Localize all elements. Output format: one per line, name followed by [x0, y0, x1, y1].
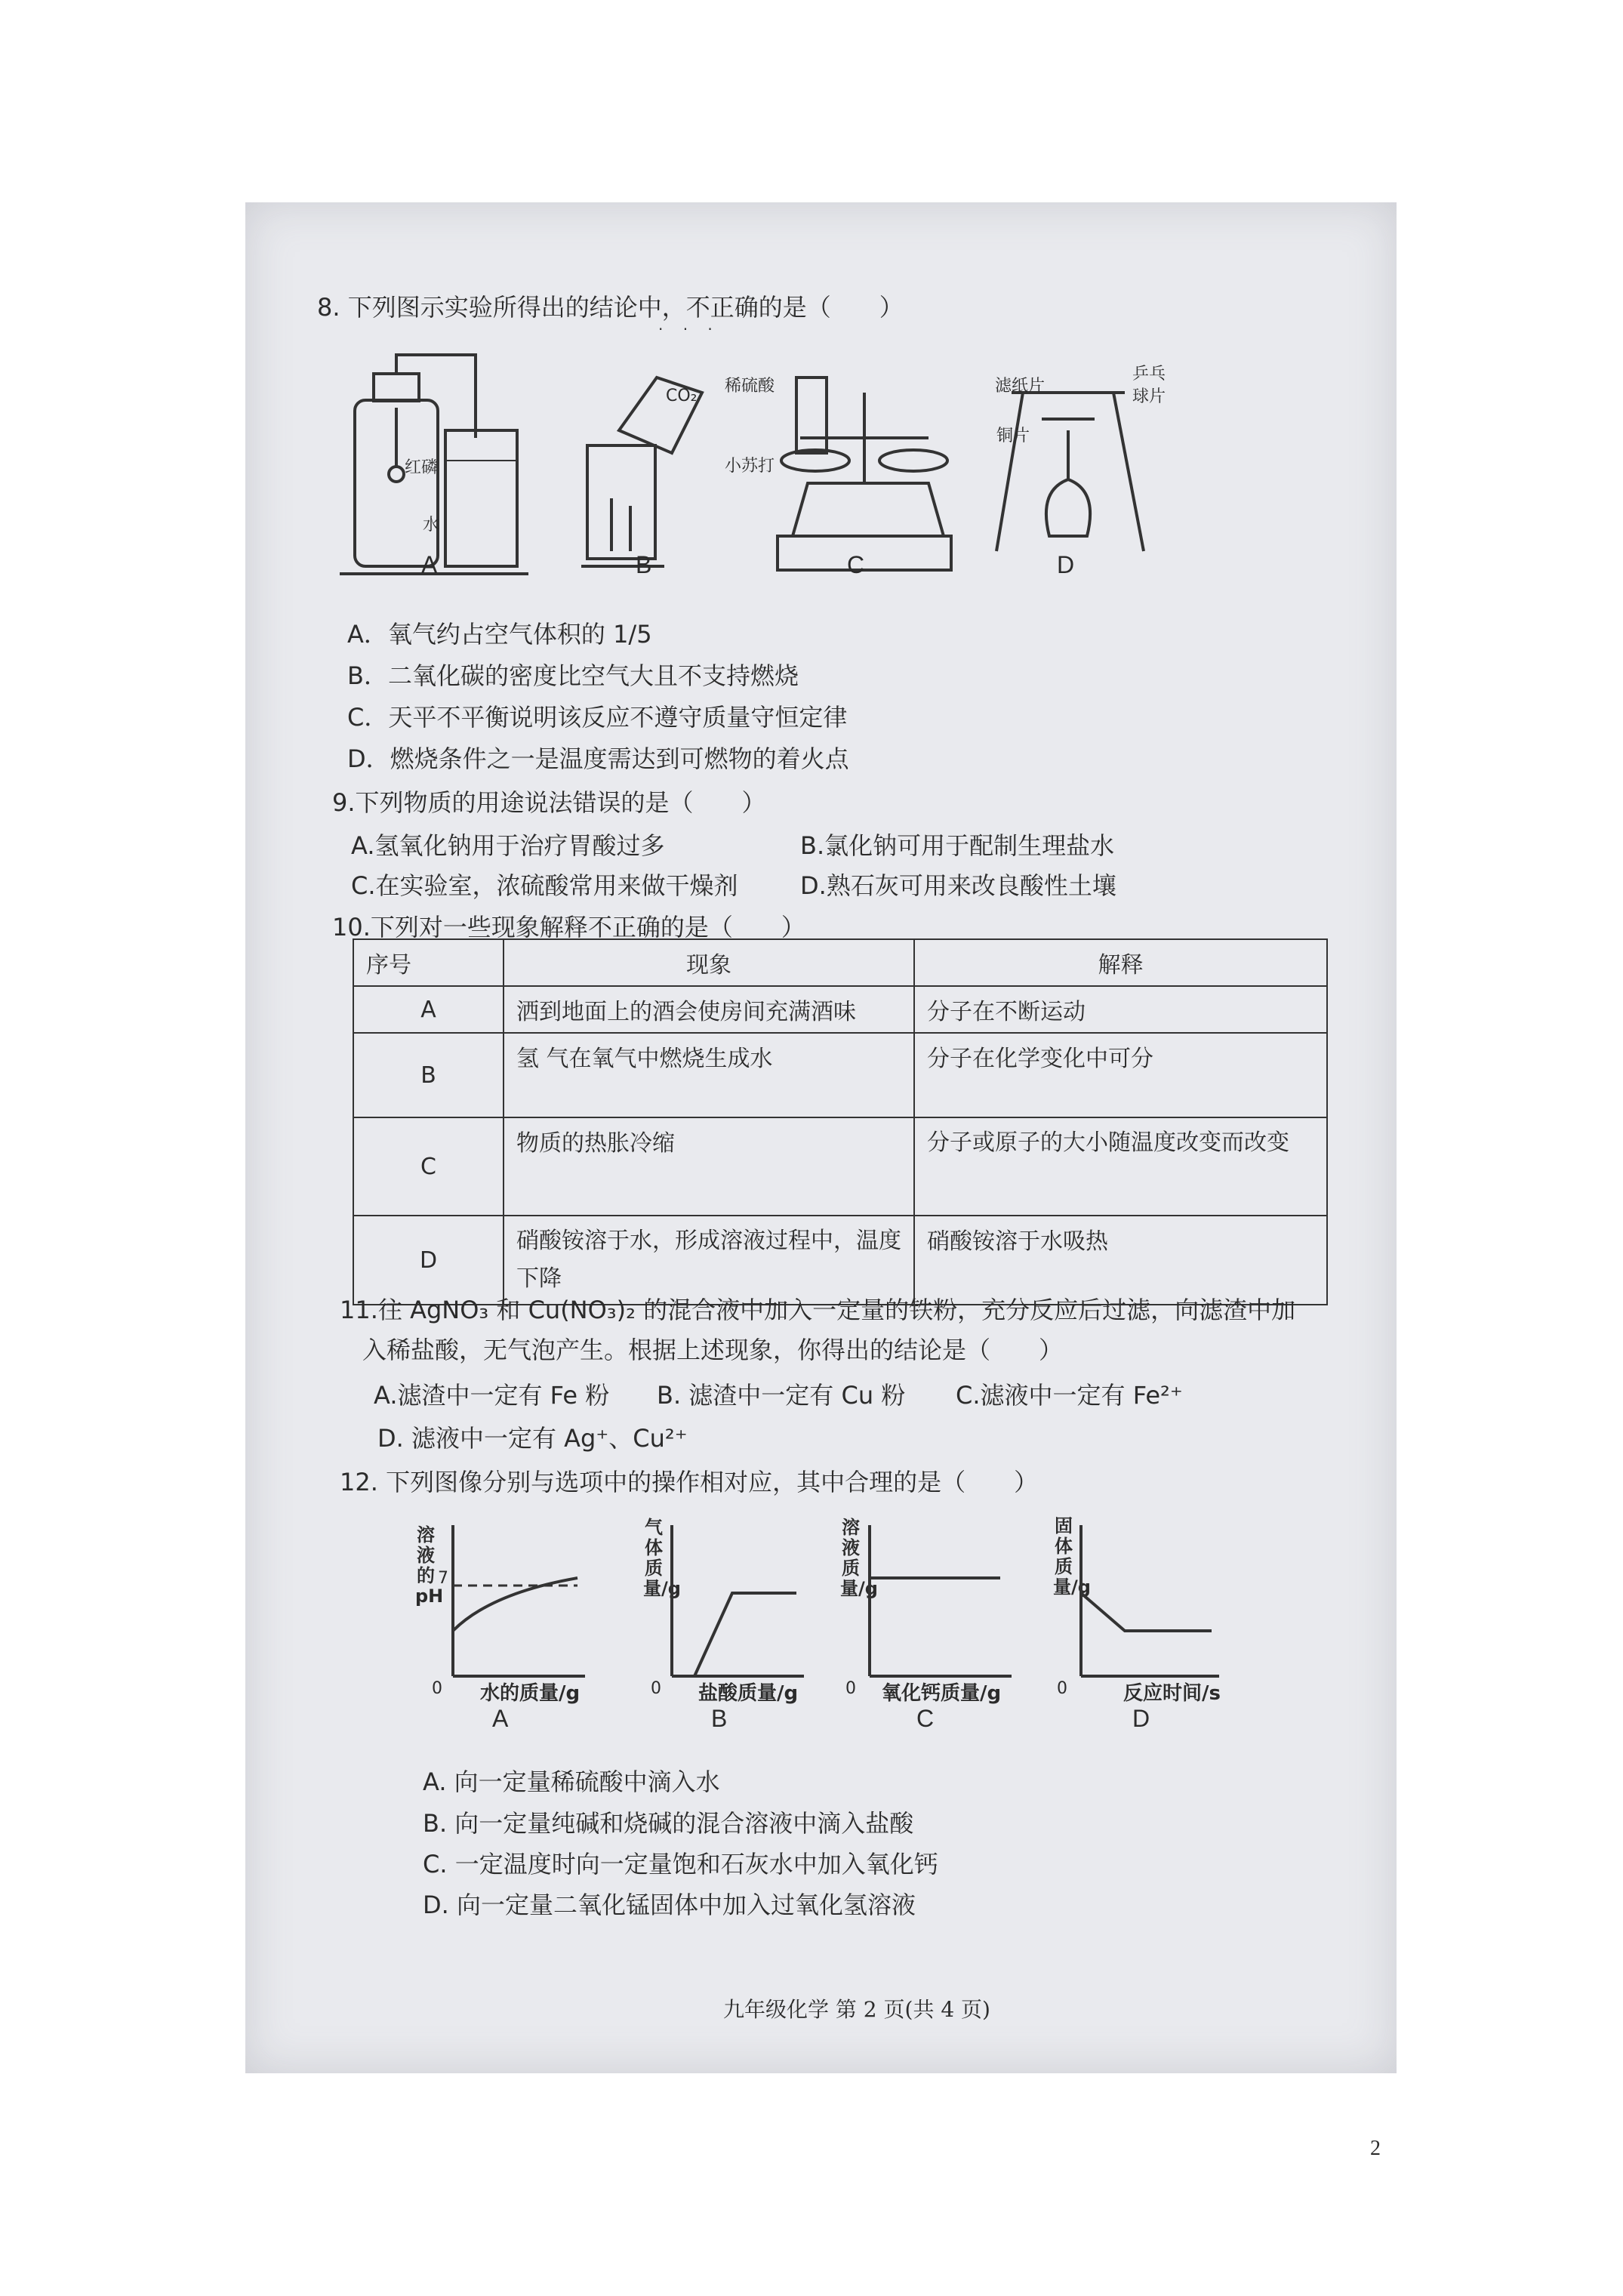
q10-stem: 10.下列对一些现象解释不正确的是（ ）: [332, 913, 805, 942]
graph-b-xlabel: 盐酸质量/g: [698, 1682, 799, 1705]
row-b-explanation: 分子在化学变化中可分: [914, 1033, 1327, 1117]
q8-option-c: C．天平不平衡说明该反应不遵守质量守恒定律: [347, 703, 848, 732]
diagram-letter-a: A: [421, 551, 438, 578]
q9-stem: 9.下列物质的用途说法错误的是（ ）: [332, 788, 766, 817]
graph-a-origin: 0: [432, 1679, 442, 1698]
row-c-letter: C: [353, 1117, 504, 1216]
q11-option-a: A.滤渣中一定有 Fe 粉: [374, 1381, 610, 1410]
graph-a-letter: A: [492, 1705, 509, 1732]
row-a-letter: A: [353, 986, 504, 1033]
label-pingpong-2: 球片: [1132, 387, 1166, 406]
label-red-phosphorus: 红磷: [405, 458, 439, 477]
q8-option-b: B．二氧化碳的密度比空气大且不支持燃烧: [347, 661, 799, 690]
row-c-phenomenon: 物质的热胀冷缩: [504, 1117, 914, 1216]
graph-b-plot: [664, 1518, 815, 1691]
row-b-letter: B: [353, 1033, 504, 1117]
q12-stem: 12. 下列图像分别与选项中的操作相对应，其中合理的是（ ）: [340, 1468, 1039, 1496]
diagram-b: [581, 378, 702, 566]
q9-option-b: B.氯化钠可用于配制生理盐水: [800, 831, 1115, 860]
q12-option-a: A. 向一定量稀硫酸中滴入水: [423, 1767, 720, 1796]
label-dilute-sulfuric-acid: 稀硫酸: [725, 377, 775, 396]
emphasis-dots: · · ·: [658, 320, 720, 338]
label-baking-soda: 小苏打: [725, 457, 775, 476]
graph-b-origin: 0: [651, 1679, 661, 1698]
row-b-phenomenon: 氢 气在氧气中燃烧生成水: [504, 1033, 914, 1117]
row-d-explanation: 硝酸铵溶于水吸热: [914, 1216, 1327, 1305]
label-co2: CO₂: [666, 387, 698, 405]
graph-a-tick-7: 7: [438, 1569, 448, 1588]
q11-stem-line2: 入稀盐酸，无气泡产生。根据上述现象，你得出的结论是（ ）: [362, 1336, 1064, 1364]
graph-d-letter: D: [1132, 1705, 1150, 1732]
q8-option-a: A．氧气约占空气体积的 1/5: [347, 620, 652, 649]
graph-d-xlabel: 反应时间/s: [1123, 1682, 1221, 1705]
diagram-d: [996, 393, 1144, 551]
diagram-letter-d: D: [1057, 551, 1075, 578]
label-water: 水: [423, 516, 440, 535]
graph-c-ylabel: 溶液质量/g: [840, 1517, 878, 1599]
header-explanation: 解释: [914, 939, 1327, 986]
row-d-letter: D: [353, 1216, 504, 1305]
graph-c-plot: [861, 1518, 1019, 1691]
q11-option-b: B. 滤渣中一定有 Cu 粉: [657, 1381, 906, 1410]
label-pingpong-1: 乒乓: [1132, 365, 1166, 384]
q11-option-c: C.滤液中一定有 Fe²⁺: [956, 1381, 1183, 1410]
label-filter-paper: 滤纸片: [995, 377, 1046, 396]
diagram-c: [778, 378, 951, 570]
header-number: 序号: [353, 939, 504, 986]
graph-d-plot: [1072, 1518, 1223, 1691]
graph-d-ylabel: 固体质量/g: [1053, 1515, 1091, 1598]
q8-option-d: D．燃烧条件之一是温度需达到可燃物的着火点: [347, 744, 849, 773]
graph-d-origin: 0: [1057, 1679, 1067, 1698]
row-a-phenomenon: 洒到地面上的酒会使房间充满酒味: [504, 986, 914, 1033]
table-row: [353, 986, 1327, 1033]
q9-option-d: D.熟石灰可用来改良酸性土壤: [800, 871, 1116, 900]
graph-b-ylabel: 气体质量/g: [643, 1517, 681, 1599]
row-c-explanation: 分子或原子的大小随温度改变而改变: [914, 1117, 1327, 1216]
graph-a-xlabel: 水的质量/g: [480, 1682, 581, 1705]
q8-apparatus-diagram: [332, 347, 1238, 589]
q10-table: [353, 938, 1328, 1305]
graph-c-letter: C: [916, 1705, 935, 1732]
table-row: [353, 1117, 1327, 1216]
q12-option-d: D. 向一定量二氧化锰固体中加入过氧化氢溶液: [423, 1891, 916, 1919]
row-d-phenomenon: 硝酸铵溶于水，形成溶液过程中，温度下降: [504, 1216, 914, 1305]
q11-option-d: D. 滤液中一定有 Ag⁺、Cu²⁺: [377, 1424, 688, 1453]
header-phenomenon: 现象: [504, 939, 914, 986]
table-header-row: [353, 939, 1327, 986]
q9-option-a: A.氢氧化钠用于治疗胃酸过多: [351, 831, 665, 860]
page-number: 2: [1370, 2137, 1381, 2160]
q8-stem: 8. 下列图示实验所得出的结论中，不正确的是（ ）: [317, 293, 904, 322]
label-copper-sheet: 铜片: [996, 427, 1030, 445]
graph-a-ylabel: 溶液的pH: [415, 1524, 444, 1607]
graph-c-origin: 0: [845, 1679, 856, 1698]
q11-stem-line1: 11.往 AgNO₃ 和 Cu(NO₃)₂ 的混合液中加入一定量的铁粉，充分反应后过滤，向滤渣中加: [340, 1296, 1296, 1324]
q12-option-c: C. 一定温度时向一定量饱和石灰水中加入氧化钙: [423, 1850, 938, 1878]
q9-option-c: C.在实验室，浓硫酸常用来做干燥剂: [351, 871, 738, 900]
graph-a-plot: [438, 1518, 589, 1691]
graph-b-letter: B: [711, 1705, 728, 1732]
page-footer: 九年级化学 第 2 页(共 4 页): [723, 1997, 990, 2022]
row-a-explanation: 分子在不断运动: [914, 986, 1327, 1033]
q12-option-b: B. 向一定量纯碱和烧碱的混合溶液中滴入盐酸: [423, 1809, 914, 1838]
graph-c-xlabel: 氧化钙质量/g: [882, 1682, 1002, 1705]
diagram-letter-c: C: [847, 551, 865, 578]
table-row: [353, 1033, 1327, 1117]
diagram-letter-b: B: [636, 551, 652, 578]
